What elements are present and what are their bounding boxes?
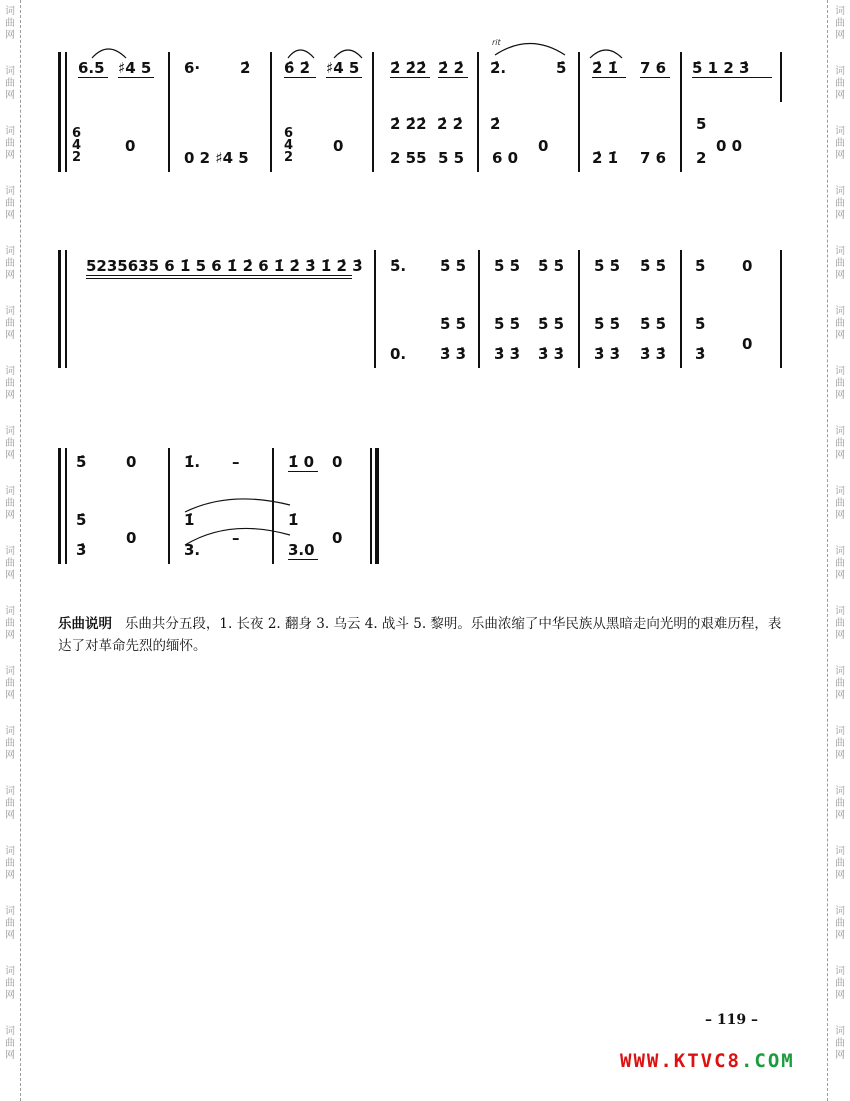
note: 2̇ 1̇ [592,149,619,167]
barline [168,448,170,564]
note: ♯4 5 [118,59,152,77]
underline [640,77,670,78]
watermark-mark: 词 曲 网 [835,1026,845,1061]
watermark-mark: 词 曲 网 [5,186,15,221]
watermark-mark: 词 曲 网 [5,66,15,101]
watermark-mark: 词 曲 网 [835,606,845,641]
watermark-mark: 词 曲 网 [835,906,845,941]
note: 6.5 [78,59,105,77]
watermark-mark: 词 曲 网 [835,186,845,221]
note: 0 [332,453,343,471]
note: 5̇ 5̇ [640,315,667,333]
underline [284,77,316,78]
underline [78,77,108,78]
note: 2̇ 1̇ [592,59,619,77]
note: 5̇ [695,257,706,275]
watermark-mark: 词 曲 网 [835,6,845,41]
note: 5̇ [695,315,706,333]
note: 0 [126,453,137,471]
underline [592,77,626,78]
website-suffix: .COM [740,1050,795,1072]
underline [692,77,772,78]
note: 2̇ [490,115,501,133]
note: 5̇ 5̇ [494,257,521,275]
underline [288,471,318,472]
note: 0 [538,137,549,155]
underline [288,559,318,560]
watermark-mark: 词 曲 网 [835,966,845,1001]
underline [86,275,352,276]
watermark-mark: 词 曲 网 [5,6,15,41]
barline [478,250,480,368]
watermark-mark: 词 曲 网 [835,786,845,821]
watermark-mark: 词 曲 网 [835,426,845,461]
right-border [827,0,829,1101]
note: 1̇ [184,511,195,529]
note: 2̇ [240,59,251,77]
note: 0 0 [716,137,743,155]
system-bracket [58,250,61,368]
watermark-mark: 词 曲 网 [5,666,15,701]
watermark-mark: 词 曲 网 [5,246,15,281]
barline [168,52,170,172]
watermark-mark: 词 曲 网 [835,546,845,581]
watermark-mark: 词 曲 网 [5,726,15,761]
rit-marking: rit [492,38,501,47]
note: 0 2 ♯4 5 [184,149,249,167]
final-barline [375,448,379,564]
underline [390,77,430,78]
barline [65,448,67,564]
note: – [232,529,240,547]
barline [680,250,682,368]
note: 3̇ [76,541,87,559]
note: – [232,453,240,471]
note: 3̇ 3̇ [494,345,521,363]
watermark-mark: 词 曲 网 [5,126,15,161]
watermark-mark: 词 曲 网 [835,246,845,281]
note: 5̇ 5̇ [494,315,521,333]
note: 0 [125,137,136,155]
final-barline [370,448,372,564]
watermark-mark: 词 曲 网 [5,606,15,641]
system-bracket [58,448,61,564]
note: 3̇ 3̇ [440,345,467,363]
note: 5 5 [438,149,465,167]
note: 5̇ 5̇ [440,257,467,275]
watermark-mark: 词 曲 网 [835,306,845,341]
note: 5̇ [76,453,87,471]
barline [780,52,782,102]
note: 3.0 [288,541,315,559]
note: 3̇ 3̇ [538,345,565,363]
note: 5̇ 5̇ [440,315,467,333]
watermark-mark: 词 曲 网 [5,306,15,341]
description-label: 乐曲说明 [58,616,112,632]
music-description [58,613,793,657]
page-number: – 119 – [705,1012,758,1028]
watermark-mark: 词 曲 网 [5,906,15,941]
watermark-mark: 词 曲 网 [5,366,15,401]
note: 5̇. [390,257,407,275]
barline [374,250,376,368]
description-text: 乐曲共分五段，1. 长夜 2. 翻身 3. 乌云 4. 战斗 5. 黎明。乐曲浓缩了中华民族从黑暗走向光明的艰难历程，表达了对革命先烈的缅怀。 [58,616,782,654]
note: 3̇ 3̇ [594,345,621,363]
website-prefix: WWW. [620,1050,674,1072]
note: 6 0 [492,149,519,167]
watermark-mark: 词 曲 网 [5,846,15,881]
note-run: 5235635 6 1̇ 5 6 1̇ 2̇ 6 1̇ 2̇ 3̇ 1̇ 2̇ 3̇ [86,257,363,275]
barline [780,250,782,368]
note: 6̇ 2̇ [284,59,311,77]
note: 3̇ [695,345,706,363]
barline [272,448,274,564]
note: 6· [184,59,201,77]
barline [578,52,580,172]
note: 5̇ 1 2 3̇ [692,59,750,77]
watermark-mark: 词 曲 网 [5,1026,15,1061]
barline [65,250,67,368]
website-logo [620,1050,795,1072]
barline [477,52,479,172]
note: 5̇ 5̇ [594,257,621,275]
note: 5̇ [76,511,87,529]
watermark-mark: 词 曲 网 [835,66,845,101]
watermark-mark: 词 曲 网 [5,546,15,581]
watermark-mark: 词 曲 网 [5,426,15,461]
note: 0 [333,137,344,155]
barline [578,250,580,368]
note: 1̇ [288,511,299,529]
note: 2 55 [390,149,427,167]
note: 5̇ 5̇ [538,315,565,333]
left-border [20,0,22,1101]
barline [270,52,272,172]
watermark-mark: 词 曲 网 [835,846,845,881]
note: 2̇ 2̇2̇ 2̇ 2̇ [390,115,464,133]
note: 2̇ 2̇2̇ [390,59,427,77]
chord: 6 4 2 [284,126,294,165]
note: 3. [184,541,201,559]
underline [118,77,154,78]
barline [680,52,682,172]
chord: 6 4 2 [72,126,82,165]
note: 5 [696,115,707,133]
note: 5̇ 5̇ [538,257,565,275]
watermark-mark: 词 曲 网 [5,966,15,1001]
watermark-mark: 词 曲 网 [835,486,845,521]
note: 0 [742,257,753,275]
barline [65,52,67,172]
barline [372,52,374,172]
note: 5̇ 5̇ [594,315,621,333]
underline [438,77,468,78]
note: 0. [390,345,407,363]
note: 7 6 [640,149,667,167]
watermark-mark: 词 曲 网 [835,366,845,401]
system-bracket [58,52,61,172]
note: 1̇ 0 [288,453,315,471]
note: 0 [126,529,137,547]
note: 3̇ 3̇ [640,345,667,363]
note: 1̇. [184,453,201,471]
note: 5̇ 5̇ [640,257,667,275]
note: 2̇. [490,59,507,77]
watermark-mark: 词 曲 网 [5,486,15,521]
note: ♯4 5 [326,59,360,77]
note: 5̇ [556,59,567,77]
underline [86,278,352,279]
watermark-mark: 词 曲 网 [5,786,15,821]
watermark-mark: 词 曲 网 [835,726,845,761]
watermark-mark: 词 曲 网 [835,126,845,161]
note: 0 [742,335,753,353]
note: 7 6 [640,59,667,77]
website-brand: KTVC8 [673,1050,741,1072]
note: 0 [332,529,343,547]
note: 2̇ 2̇ [438,59,465,77]
watermark-mark: 词 曲 网 [835,666,845,701]
note: 2 [696,149,707,167]
underline [326,77,362,78]
